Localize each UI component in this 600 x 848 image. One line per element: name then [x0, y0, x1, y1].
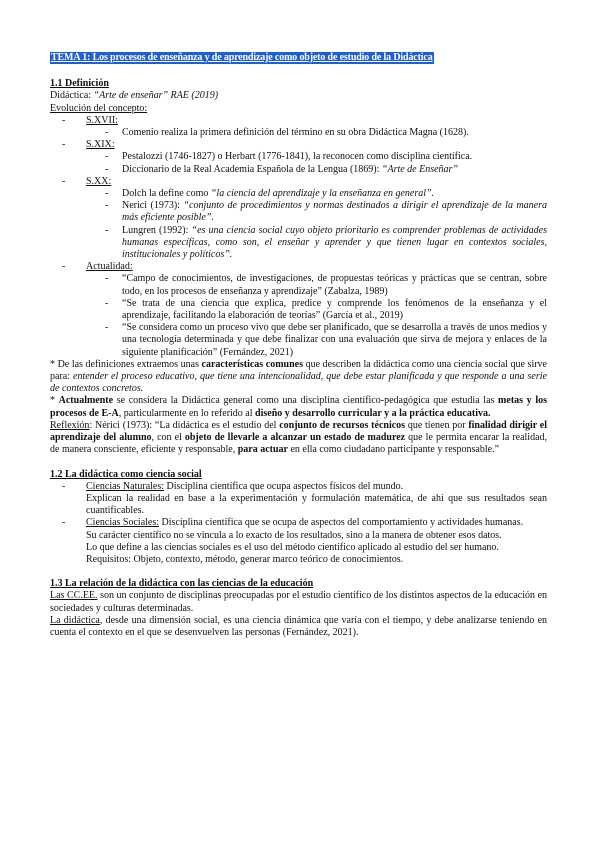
sociales-requisitos: Requisitos: Objeto, contexto, método, generar marco teórico de conocimientos. [86, 553, 404, 565]
sub-item-nerici: - Nerici (1973): “conjunto de procedimientos y normas destinados a dirigir el aprendizaje de la manera más eficiente posible”. [105, 200, 547, 224]
section-heading-definicion: 1.1 Definición [50, 78, 109, 90]
note-caracteristicas: * De las definiciones extraemos unas características comunes que describen la didáctica como una ciencia social que sirve para: entender el proceso educativo, que tiene una intencionalidad, que debe estar planificada y que responde a una serie de contextos concretos. [50, 358, 547, 395]
definition-line: Didáctica: “Arte de enseñar” RAE (2019) [50, 90, 219, 102]
dash-bullet: - [62, 114, 66, 126]
didactica-paragraph: La didáctica, desde una dimensión social, es una ciencia dinámica que varía con el tiempo, y debe analizarse teniendo en cuenta el contexto en el que se desenvuelven las personas (Fernández, 2021). [50, 614, 548, 638]
list-item-ciencias-naturales: - Ciencias Naturales: Disciplina científica que ocupa aspectos físicos del mundo. [62, 480, 404, 492]
section-heading-ciencia-social: 1.2 La didáctica como ciencia social [50, 468, 202, 480]
reflexion-paragraph: Reflexión: Nérici (1973): “La didáctica es el estudio del conjunto de recursos técnicos que tienen por finalidad dirigir el aprendizaje del alumno, con el objeto de llevarle a alcanzar un estado de madurez que le permita encarar la realidad, de manera consciente, eficiente y responsable, para actuar en ella como ciudadano participante y responsable.” [50, 419, 548, 456]
document-page [50, 52, 547, 639]
list-item-ciencias-sociales: - Ciencias Sociales: Disciplina científica que se ocupa de aspectos del comportamiento y actividades humanas. [62, 517, 524, 529]
evolution-label: Evolución del concepto: [50, 102, 148, 114]
list-item-s-xix: - S.XIX: [62, 139, 115, 151]
document-title: TEMA 1: Los procesos de enseñanza y de aprendizaje como objeto de estudio de la Didáctica [51, 52, 433, 63]
ccee-paragraph: Las CC.EE. son un conjunto de disciplinas preocupadas por el estudio científico de los distintos aspectos de la educación en sociedades y culturas determinadas. [50, 590, 548, 614]
sociales-detail-2: Lo que define a las ciencias sociales es el uso del método científico aplicado al estudio del ser humano. [86, 541, 499, 553]
sociales-detail-1: Su carácter científico no se vincula a lo exacto de los resultados, sino a la manera de obtener esos datos. [86, 529, 502, 541]
list-item-s-xx: - S.XX: [62, 175, 112, 187]
section-heading-relacion: 1.3 La relación de la didáctica con las ciencias de la educación [50, 578, 314, 590]
list-item-actualidad: - Actualidad: [62, 261, 133, 273]
sub-item-pestalozzi: - Pestalozzi (1746-1827) o Herbart (1776-1841), la reconocen como disciplina científica. [105, 151, 473, 163]
sub-item-lungren: - Lungren (1992): “es una ciencia social cuyo objeto prioritario es comprender problemas de actividades humanas específicas, como son, el enseñar y aprender y que tienen lugar en contextos sociales, institucionales y políticos”. [105, 224, 547, 261]
note-actualmente: * Actualmente se considera la Didáctica general como una disciplina científico-pedagógica que estudia las metas y los procesos de E-A, particularmente en lo referido al diseño y desarrollo curricular y a la práctica educativa. [50, 395, 547, 419]
sub-item-zabalza: - “Campo de conocimientos, de investigaciones, de propuestas teóricas y prácticas que se centran, sobre todo, en los procesos de enseñanza y aprendizaje” (Zabalza, 1989) [105, 273, 547, 297]
list-item-s-xvii: - S.XVII: [62, 114, 118, 126]
sub-item-dolch: - Dolch la define como “la ciencia del aprendizaje y la enseñanza en general”. [105, 188, 435, 200]
naturales-detail: Explican la realidad en base a la experimentación y formulación matemática, de ahí que sus resultados sean cuantificables. [86, 492, 547, 517]
sub-item-comenio: - Comenio realiza la primera definición del término en su obra Didáctica Magna (1628). [105, 127, 469, 139]
sub-item-garcia: - “Se trata de una ciencia que explica, predice y comprende los fenómenos de la enseñanza y el aprendizaje, facilitando la elaboración de teorías” (García et al., 2019) [105, 297, 547, 322]
sub-item-rae: - Diccionario de la Real Academia Española de la Lengua (1869): “Arte de Enseñar” [105, 163, 459, 175]
sub-item-fernandez: - “Se considera como un proceso vivo que debe ser planificado, que se desarrolla a través de unos medios y una tecnología determinada y que debe finalizar con una evaluación que sirva de mejora y enlaces de la siguiente planificación” (Fernández, 2021) [105, 322, 547, 358]
